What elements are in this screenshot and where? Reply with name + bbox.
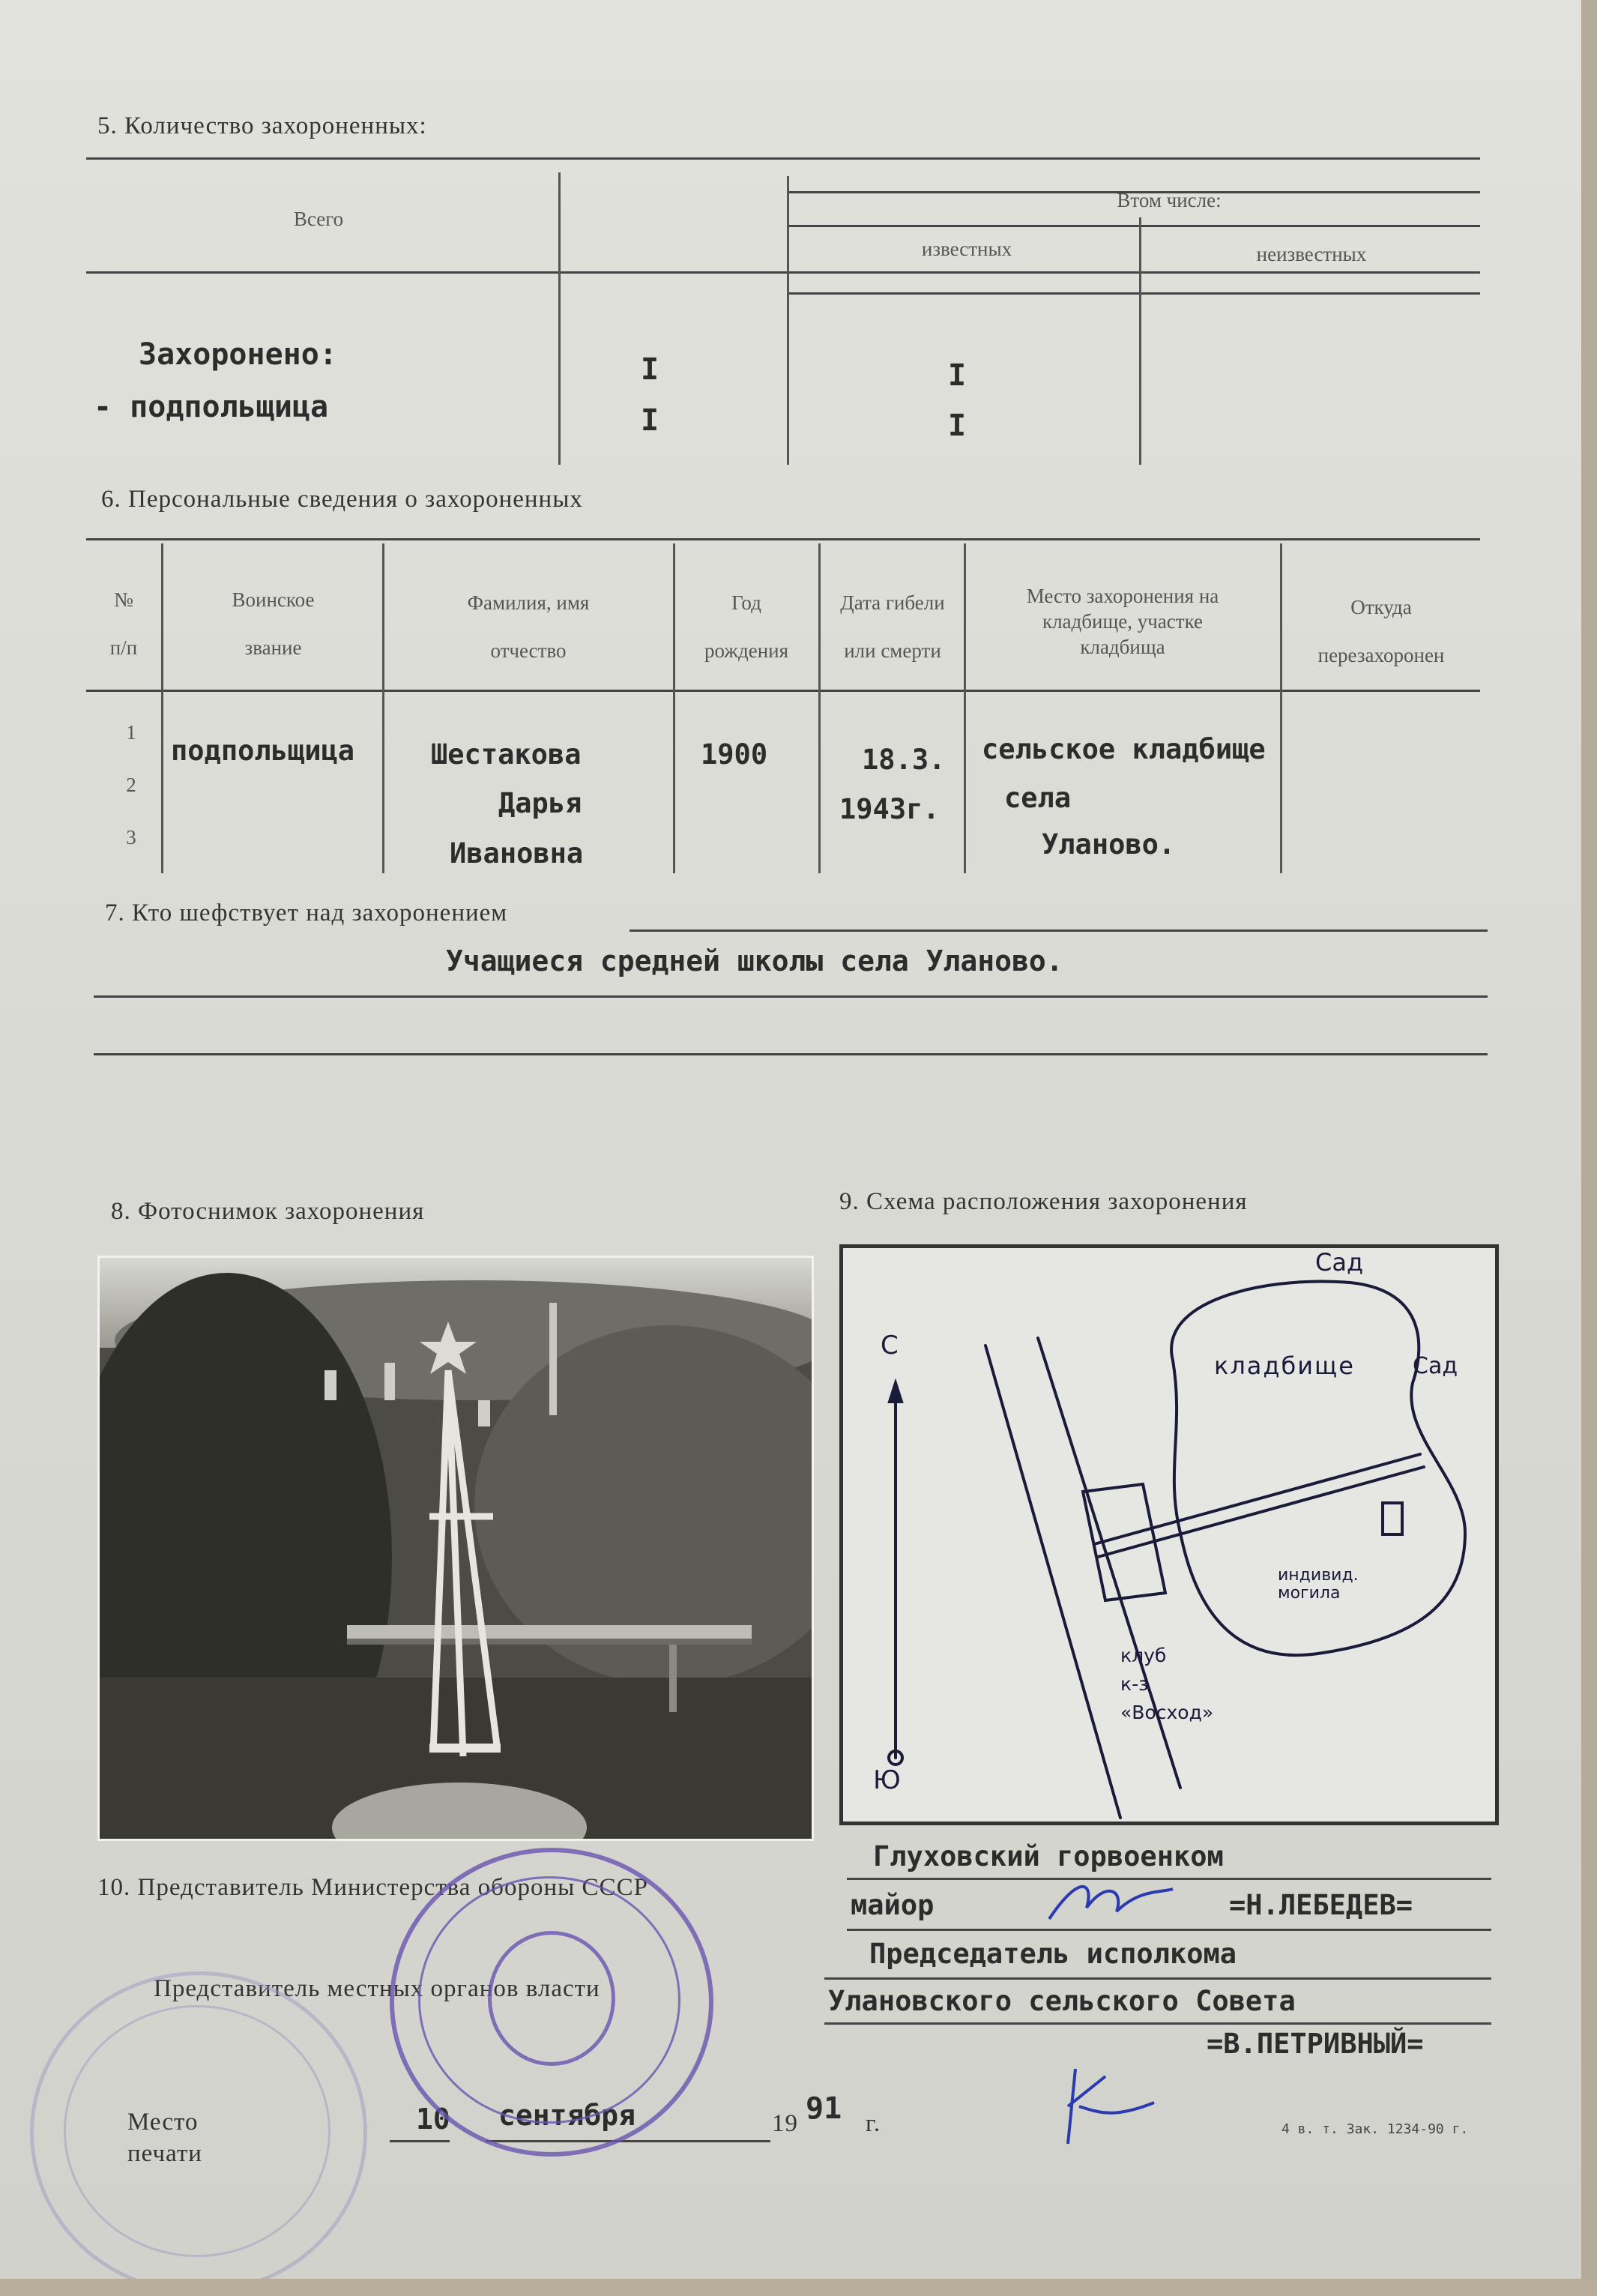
header-rank: Воинское звание: [232, 588, 315, 659]
col-unknown-header: неизвестных: [1256, 243, 1367, 265]
section7-rule-2: [94, 995, 1488, 998]
table5-rule-2: [787, 225, 1480, 227]
table6-vline-6: [1280, 543, 1282, 873]
header-from: Откуда перезахоронен: [1317, 596, 1445, 666]
date-month: сентября: [498, 2099, 636, 2132]
deceased-rank: подпольщица: [171, 735, 355, 767]
patron-value: Учащиеся средней школы села Уланово.: [446, 944, 1063, 977]
death-date-day: 18.3.: [862, 744, 946, 776]
table6-vline-4: [818, 543, 821, 873]
header-num: № п/п: [109, 588, 138, 659]
header-name: Фамилия, имя отчество: [467, 591, 590, 662]
burial-place-1: сельское кладбище: [982, 733, 1266, 765]
header-birth: Год рождения: [704, 591, 789, 662]
faded-stamp: [30, 1971, 367, 2294]
sign-rule-4: [824, 2022, 1491, 2025]
col-known-header: известных: [921, 238, 1012, 260]
date-day-rule: [390, 2140, 450, 2142]
mil-name: =Н.ЛЕБЕДЕВ=: [1229, 1889, 1413, 1921]
club-label: клуб к-з «Восход»: [1120, 1645, 1214, 1723]
deceased-patronymic: Ивановна: [450, 837, 584, 870]
print-info: 4 в. т. Зак. 1234-90 г.: [1281, 2121, 1469, 2137]
section7-rule-1: [630, 929, 1488, 932]
local-rep-label: Представитель местных органов власти: [154, 1975, 600, 2002]
known-count-1: I: [948, 358, 967, 393]
signature-mil: [1034, 1866, 1184, 1934]
table6-header-rule: [86, 690, 1480, 692]
section7-rule-3: [94, 1053, 1488, 1055]
chair-title: Председатель исполкома: [869, 1938, 1237, 1970]
signature-chair: [1034, 2061, 1169, 2151]
seal-place-label: Место печати: [127, 2109, 202, 2167]
known-count-2: I: [948, 409, 967, 443]
garden-label-top: Сад: [1315, 1248, 1364, 1277]
cemetery-label: кладбище: [1214, 1352, 1355, 1380]
chair-name: =В.ПЕТРИВНЫЙ=: [1207, 2028, 1424, 2060]
buried-category: - подпольщица: [94, 390, 329, 424]
sign-rule-3: [824, 1977, 1491, 1980]
total-count-1: I: [641, 352, 659, 387]
row-number-1: 1: [126, 721, 136, 744]
grave-photo-image: [100, 1258, 812, 1839]
deceased-surname: Шестакова: [431, 738, 582, 771]
date-year: 91: [806, 2091, 842, 2126]
date-day: 10: [416, 2103, 450, 2136]
col-total-header: Всего: [293, 208, 344, 230]
burial-place-2: села: [1004, 782, 1072, 814]
south-label: Ю: [873, 1765, 901, 1795]
table6-vline-1: [161, 543, 163, 873]
table6-top-rule: [86, 538, 1480, 540]
location-scheme: [839, 1244, 1499, 1825]
buried-label: Захоронено:: [139, 337, 337, 372]
grave-label: индивид. могила: [1278, 1566, 1359, 1603]
birth-year: 1900: [701, 738, 768, 771]
background-edge-right: [1581, 0, 1597, 2296]
table5-top-rule: [86, 157, 1480, 160]
location-scheme-drawing: [843, 1248, 1495, 1822]
table6-vline-5: [964, 543, 966, 873]
total-count-2: I: [641, 403, 659, 438]
deceased-first-name: Дарья: [498, 787, 582, 819]
table5-vline-1: [558, 172, 561, 465]
table5-vline-2: [787, 176, 789, 465]
table6-vline-3: [673, 543, 675, 873]
grave-photo: [97, 1256, 814, 1841]
mil-rank: майор: [851, 1889, 935, 1921]
council-name: Улановского сельского Совета: [828, 1985, 1296, 2017]
table5-vline-3: [1139, 217, 1141, 465]
row-number-3: 3: [126, 826, 136, 849]
col-including-header: Втом числе:: [1117, 189, 1222, 211]
garden-label-right: Сад: [1413, 1353, 1458, 1379]
table6-vline-2: [382, 543, 384, 873]
background-edge-bottom: [0, 2279, 1597, 2296]
date-suffix: г.: [866, 2110, 881, 2137]
mil-office: Глуховский горвоенком: [873, 1840, 1224, 1872]
official-stamp: [390, 1848, 713, 2157]
section7-title: 7. Кто шефствует над захоронением: [105, 900, 508, 926]
header-place: Место захоронения на кладбище, участке кладбища: [1026, 585, 1219, 658]
date-century: 19: [772, 2110, 798, 2137]
section8-title: 8. Фотоснимок захоронения: [111, 1198, 425, 1225]
north-label: С: [881, 1331, 899, 1361]
table5-header-rule: [86, 271, 1480, 274]
death-date-year: 1943г.: [839, 793, 940, 825]
burial-place-3: Уланово.: [1042, 828, 1176, 861]
table5-subrule: [787, 292, 1480, 295]
row-number-2: 2: [126, 774, 136, 796]
header-death: Дата гибели или смерти: [840, 591, 945, 662]
section9-title: 9. Схема расположения захоронения: [839, 1188, 1248, 1215]
section10-title: 10. Представитель Министерства обороны СССР: [97, 1874, 648, 1901]
section5-title: 5. Количество захороненных:: [97, 112, 427, 139]
section6-title: 6. Персональные сведения о захороненных: [101, 486, 583, 513]
